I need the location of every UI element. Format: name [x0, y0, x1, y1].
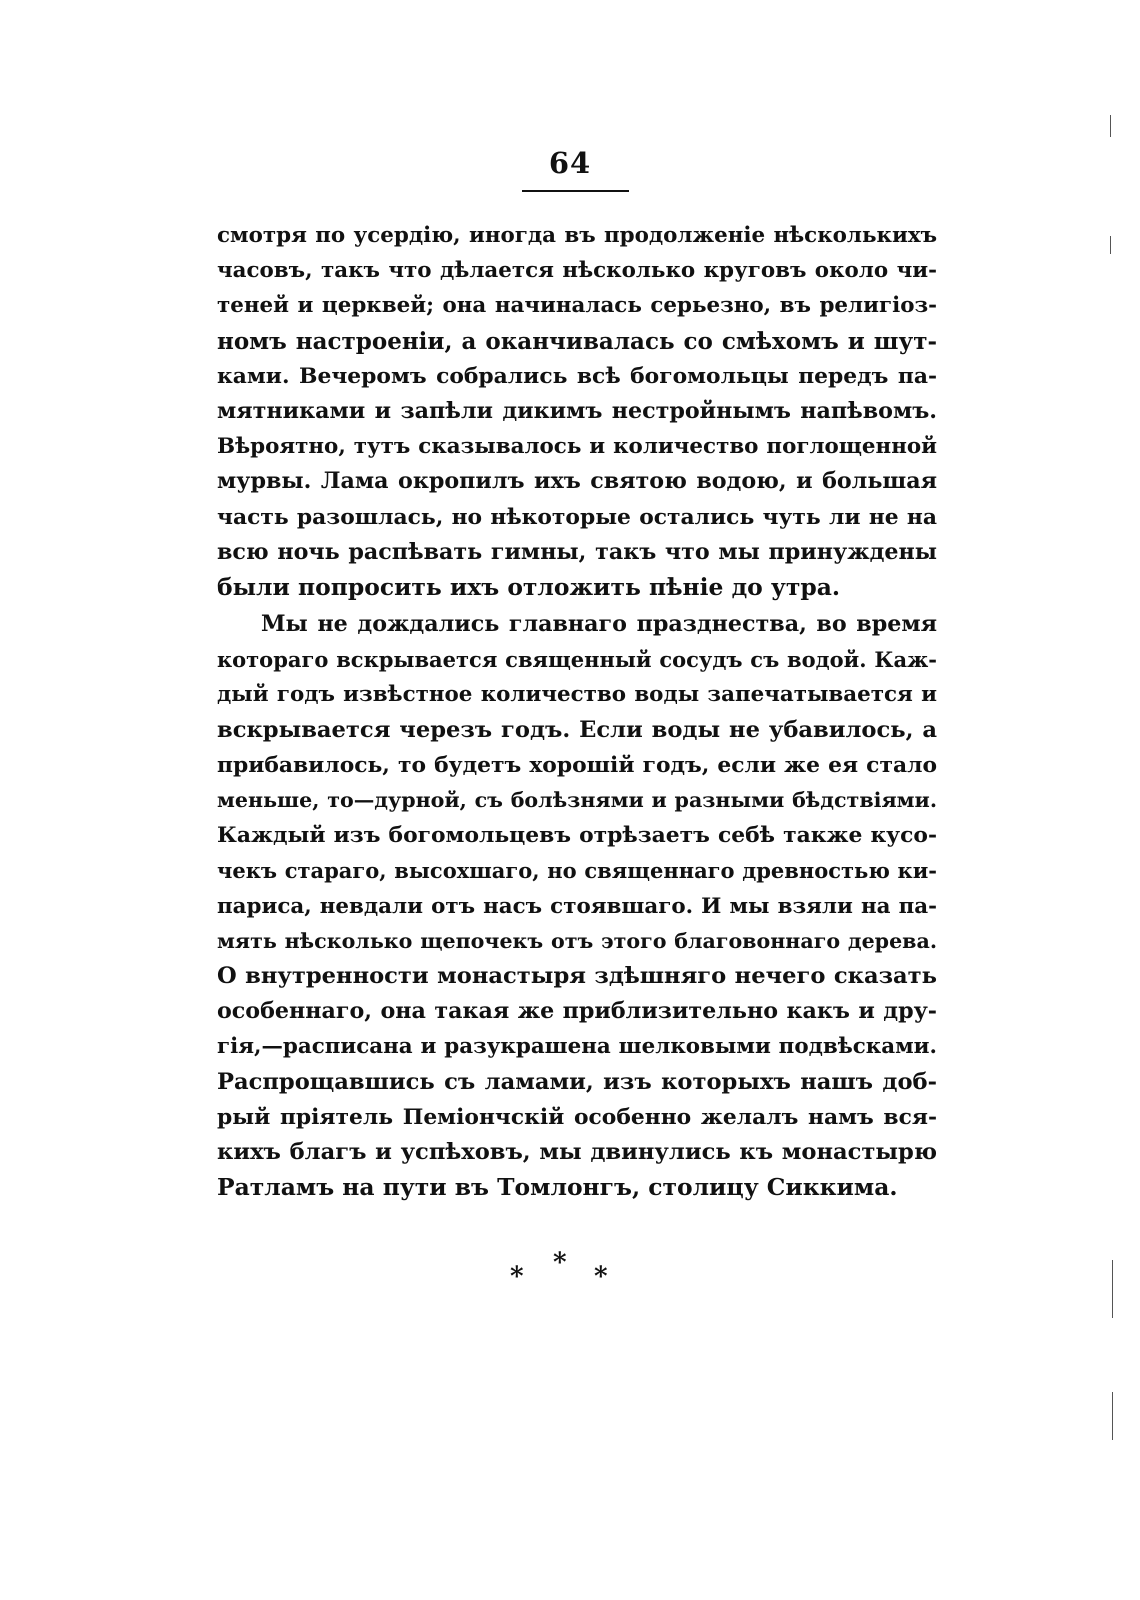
asterism-star-center: *	[553, 1248, 567, 1278]
text-line: часть разошлась, но нѣкоторые остались чуть ли не на	[217, 504, 937, 530]
body-text	[217, 218, 937, 1205]
text-line: кихъ благъ и успѣховъ, мы двинулись къ монастырю	[217, 1138, 937, 1165]
scan-edge-mark	[1110, 115, 1111, 137]
text-line: мять нѣсколько щепочекъ отъ этого благовоннаго дерева.	[217, 928, 937, 953]
page-number: 64	[548, 146, 592, 180]
scan-edge-mark	[1110, 236, 1111, 254]
asterism	[0, 1248, 1140, 1296]
text-line: меньше, то—дурной, съ болѣзнями и разными бѣдствіями.	[217, 788, 937, 812]
text-line: дый годъ извѣстное количество воды запечатывается и	[217, 682, 937, 708]
text-line: прибавилось, то будетъ хорошій годъ, если же ея стало	[217, 752, 937, 778]
text-line: гія,—расписана и разукрашена шелковыми подвѣсками.	[217, 1034, 937, 1060]
text-line: Каждый изъ богомольцевъ отрѣзаетъ себѣ также кусо-	[217, 823, 937, 849]
text-line: ками. Вечеромъ собрались всѣ богомольцы передъ па-	[217, 363, 937, 389]
text-line: вскрывается черезъ годъ. Если воды не убавилось, а	[217, 716, 937, 743]
text-line: теней и церквей; она начиналась серьезно, въ религіоз-	[217, 293, 937, 319]
asterism-star-left: *	[510, 1262, 524, 1292]
scan-edge-mark	[1112, 1392, 1113, 1440]
text-line: рый пріятель Пеміончскій особенно желалъ намъ вся-	[217, 1104, 937, 1130]
text-line: номъ настроеніи, а оканчивалась со смѣхомъ и шут-	[217, 327, 937, 355]
text-line: смотря по усердію, иногда въ продолженіе нѣсколькихъ	[217, 223, 937, 248]
text-line: часовъ, такъ что дѣлается нѣсколько круговъ около чи-	[217, 258, 937, 284]
text-line: Ратламъ на пути въ Томлонгъ, столицу Сиккима.	[217, 1173, 898, 1202]
text-line: мурвы. Лама окропилъ ихъ святою водою, и большая	[217, 468, 937, 495]
text-line: О внутренности монастыря здѣшняго нечего сказать	[217, 962, 937, 989]
text-line: особеннаго, она такая же приблизительно какъ и дру-	[217, 998, 937, 1025]
text-line: чекъ стараго, высохшаго, но священнаго древностью ки-	[217, 858, 937, 884]
text-line: париса, невдали отъ насъ стоявшаго. И мы взяли на па-	[217, 893, 937, 919]
asterism-star-right: *	[594, 1262, 608, 1292]
text-line: Вѣроятно, тутъ сказывалось и количество поглощенной	[217, 434, 937, 460]
text-line: Распрощавшись съ ламами, изъ которыхъ нашъ доб-	[217, 1068, 937, 1095]
text-line: мятниками и запѣли дикимъ нестройнымъ напѣвомъ.	[217, 397, 937, 424]
text-line: котораго вскрывается священный сосудъ съ водой. Каж-	[217, 647, 937, 673]
text-line: были попросить ихъ отложить пѣніе до утра.	[217, 572, 841, 601]
paragraph-1	[217, 218, 937, 605]
paragraph-2	[217, 607, 937, 1205]
text-line: Мы не дождались главнаго празднества, во время	[261, 611, 937, 638]
scan-edge-mark	[1112, 1260, 1113, 1318]
text-line: всю ночь распѣвать гимны, такъ что мы принуждены	[217, 538, 937, 565]
page-number-rule	[522, 190, 629, 192]
